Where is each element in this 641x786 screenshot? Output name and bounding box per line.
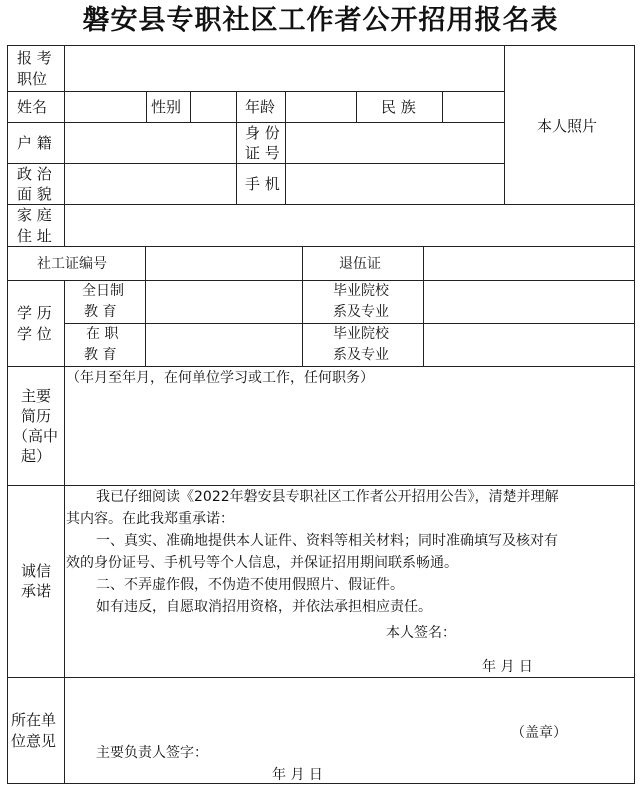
pledge-date: 年 月 日 (482, 659, 533, 675)
fulltime-label-line2: 教 育 (84, 304, 117, 320)
education-label-line2: 学 位 (17, 325, 52, 343)
resume-hint: （年月至年月，在何单位学习或工作，任何职务） (66, 370, 374, 386)
unit-opinion-label-line2: 位意见 (11, 732, 57, 750)
resume-label-line2: 简历 (21, 407, 52, 425)
age-label: 年龄 (245, 98, 276, 116)
idcard-label-line2: 证 号 (245, 144, 280, 162)
fulltime-school-label-line2: 系及专业 (333, 304, 389, 320)
pledge-label-line2: 承诺 (21, 582, 52, 600)
inservice-label-line2: 教 育 (84, 347, 117, 363)
position-input[interactable] (64, 45, 505, 92)
inservice-school-label-line1: 毕业院校 (333, 326, 389, 342)
resume-label-line1: 主要 (21, 387, 52, 405)
position-label-line1: 报 考 (17, 49, 52, 67)
address-label-line2: 住 址 (17, 227, 52, 245)
education-label-line1: 学 历 (17, 304, 52, 322)
address-label-line1: 家 庭 (17, 206, 52, 224)
age-input[interactable] (285, 91, 357, 123)
inservice-school-label-line2: 系及专业 (333, 347, 389, 363)
veteran-cert-label: 退伍证 (339, 256, 381, 272)
idcard-input[interactable] (285, 122, 505, 164)
photo-label: 本人照片 (537, 117, 598, 135)
politics-input[interactable] (64, 163, 237, 205)
unit-date: 年 月 日 (272, 767, 323, 783)
pledge-text-line6: 如有违反，自愿取消招用资格，并依法承担相应责任。 (96, 599, 432, 615)
pledge-text-line2: 其内容。在此我郑重承诺： (66, 511, 234, 527)
pledge-label-line1: 诚信 (21, 562, 52, 580)
pledge-signature-label: 本人签名： (386, 625, 456, 641)
gender-label: 性别 (151, 98, 182, 116)
inservice-school-input[interactable] (423, 323, 635, 367)
fulltime-school-label-line1: 毕业院校 (333, 283, 389, 299)
idcard-label-line1: 身 份 (245, 124, 280, 142)
fulltime-degree-input[interactable] (145, 280, 303, 324)
hukou-label: 户 籍 (17, 134, 52, 152)
fulltime-school-input[interactable] (423, 280, 635, 324)
address-input[interactable] (64, 204, 635, 247)
resume-label-line4: 起） (21, 447, 52, 465)
social-cert-label: 社工证编号 (37, 256, 107, 272)
resume-label-line3: （高中 (13, 427, 59, 445)
fulltime-label-line1: 全日制 (82, 283, 124, 299)
unit-leader-sign-label: 主要负责人签字： (96, 745, 208, 761)
position-label-line2: 职位 (17, 70, 48, 88)
name-label: 姓名 (17, 98, 48, 116)
gender-input[interactable] (190, 91, 237, 123)
unit-stamp-label: （盖章） (511, 725, 567, 741)
phone-input[interactable] (285, 163, 505, 205)
hukou-input[interactable] (64, 122, 237, 164)
pledge-text-line3: 一、真实、准确地提供本人证件、资料等相关材料；同时准确填写及核对有 (96, 533, 558, 549)
phone-label: 手 机 (245, 175, 280, 193)
inservice-degree-input[interactable] (145, 323, 303, 367)
politics-label-line2: 面 貌 (17, 185, 52, 203)
politics-label-line1: 政 治 (17, 165, 52, 183)
ethnicity-label: 民 族 (381, 98, 416, 116)
pledge-text-line1: 我已仔细阅读《2022年磐安县专职社区工作者公开招用公告》，清楚并理解 (96, 489, 559, 505)
name-input[interactable] (64, 91, 147, 123)
social-cert-input[interactable] (145, 246, 303, 281)
pledge-text-line5: 二、不弄虚作假，不伪造不使用假照片、假证件。 (96, 577, 404, 593)
inservice-label-line1: 在 职 (86, 326, 119, 342)
pledge-text-line4: 效的身份证号、手机号等个人信息，并保证招用期间联系畅通。 (66, 555, 458, 571)
unit-opinion-label-line1: 所在单 (11, 711, 57, 729)
form-title: 磐安县专职社区工作者公开招用报名表 (82, 5, 559, 36)
veteran-cert-input[interactable] (423, 246, 635, 281)
ethnicity-input[interactable] (442, 91, 505, 123)
